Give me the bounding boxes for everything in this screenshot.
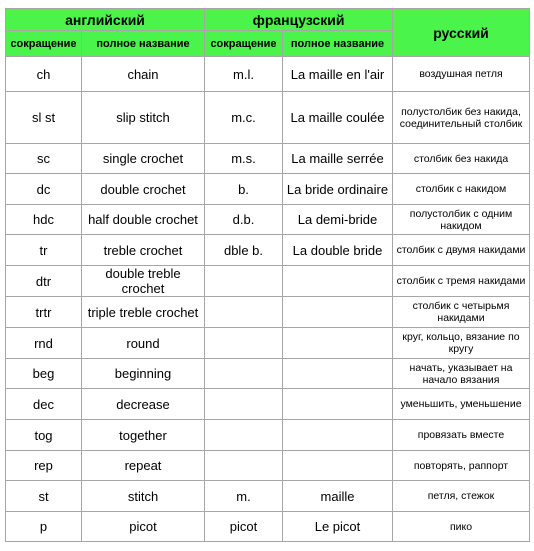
en-full-cell: chain xyxy=(82,57,205,92)
en-abbr-cell: dec xyxy=(6,389,82,420)
fr-full-cell: La demi-bride xyxy=(283,205,393,235)
en-abbr-cell: sl st xyxy=(6,92,82,144)
en-full-cell: together xyxy=(82,420,205,451)
header-french-full: полное название xyxy=(283,31,393,57)
en-abbr-cell: dtr xyxy=(6,266,82,297)
fr-full-cell xyxy=(283,389,393,420)
ru-cell: воздушная петля xyxy=(393,57,530,92)
ru-cell: полустолбик без накида, соединительный столбик xyxy=(393,92,530,144)
header-english-abbr: сокращение xyxy=(6,31,82,57)
fr-full-cell: La double bride xyxy=(283,235,393,266)
fr-abbr-cell: m.l. xyxy=(205,57,283,92)
en-full-cell: decrease xyxy=(82,389,205,420)
fr-full-cell xyxy=(283,297,393,328)
table-row xyxy=(6,481,530,512)
table-row xyxy=(6,389,530,420)
table-row xyxy=(6,512,530,542)
header-english-full: полное название xyxy=(82,31,205,57)
en-abbr-cell: tr xyxy=(6,235,82,266)
fr-abbr-cell: b. xyxy=(205,174,283,205)
table-row xyxy=(6,328,530,359)
en-full-cell: repeat xyxy=(82,451,205,481)
fr-full-cell: Le picot xyxy=(283,512,393,542)
table-row xyxy=(6,57,530,92)
en-abbr-cell: hdc xyxy=(6,205,82,235)
ru-cell: начать, указывает на начало вязания xyxy=(393,359,530,389)
en-abbr-cell: sc xyxy=(6,144,82,174)
fr-abbr-cell xyxy=(205,359,283,389)
fr-full-cell xyxy=(283,328,393,359)
table-row xyxy=(6,92,530,144)
table-row xyxy=(6,266,530,297)
en-abbr-cell: st xyxy=(6,481,82,512)
table-row xyxy=(6,451,530,481)
en-full-cell: single crochet xyxy=(82,144,205,174)
en-full-cell: triple treble crochet xyxy=(82,297,205,328)
fr-full-cell xyxy=(283,359,393,389)
table-row xyxy=(6,205,530,235)
fr-abbr-cell xyxy=(205,451,283,481)
table-row xyxy=(6,297,530,328)
fr-abbr-cell: picot xyxy=(205,512,283,542)
ru-cell: круг, кольцо, вязание по кругу xyxy=(393,328,530,359)
en-full-cell: half double crochet xyxy=(82,205,205,235)
fr-abbr-cell xyxy=(205,420,283,451)
ru-cell: столбик с тремя накидами xyxy=(393,266,530,297)
header-french-abbr: сокращение xyxy=(205,31,283,57)
ru-cell: повторять, раппорт xyxy=(393,451,530,481)
fr-abbr-cell xyxy=(205,389,283,420)
header-french: французский xyxy=(205,9,393,31)
en-full-cell: picot xyxy=(82,512,205,542)
en-abbr-cell: tog xyxy=(6,420,82,451)
fr-full-cell xyxy=(283,266,393,297)
table-row xyxy=(6,359,530,389)
table-row xyxy=(6,174,530,205)
en-abbr-cell: dc xyxy=(6,174,82,205)
en-full-cell: stitch xyxy=(82,481,205,512)
ru-cell: полустолбик с одним накидом xyxy=(393,205,530,235)
fr-full-cell: La maille en l'air xyxy=(283,57,393,92)
en-abbr-cell: ch xyxy=(6,57,82,92)
header-english: английский xyxy=(6,9,205,31)
ru-cell: столбик с двумя накидами xyxy=(393,235,530,266)
en-abbr-cell: p xyxy=(6,512,82,542)
table-row xyxy=(6,235,530,266)
header-row-languages xyxy=(6,9,530,31)
en-full-cell: slip stitch xyxy=(82,92,205,144)
table-row xyxy=(6,144,530,174)
en-full-cell: double crochet xyxy=(82,174,205,205)
fr-abbr-cell: m. xyxy=(205,481,283,512)
en-full-cell: treble crochet xyxy=(82,235,205,266)
fr-full-cell xyxy=(283,420,393,451)
en-full-cell: double treble crochet xyxy=(82,266,205,297)
table-row xyxy=(6,420,530,451)
fr-full-cell: maille xyxy=(283,481,393,512)
en-abbr-cell: rnd xyxy=(6,328,82,359)
ru-cell: пико xyxy=(393,512,530,542)
en-abbr-cell: rep xyxy=(6,451,82,481)
ru-cell: провязать вместе xyxy=(393,420,530,451)
fr-abbr-cell: m.s. xyxy=(205,144,283,174)
ru-cell: столбик с четырьмя накидами xyxy=(393,297,530,328)
fr-abbr-cell: d.b. xyxy=(205,205,283,235)
table-body xyxy=(6,57,530,542)
ru-cell: столбик без накида xyxy=(393,144,530,174)
fr-abbr-cell xyxy=(205,328,283,359)
ru-cell: петля, стежок xyxy=(393,481,530,512)
fr-abbr-cell: dble b. xyxy=(205,235,283,266)
fr-full-cell: La maille coulée xyxy=(283,92,393,144)
fr-abbr-cell: m.c. xyxy=(205,92,283,144)
en-abbr-cell: trtr xyxy=(6,297,82,328)
ru-cell: уменьшить, уменьшение xyxy=(393,389,530,420)
crochet-terms-table xyxy=(5,8,530,542)
fr-full-cell xyxy=(283,451,393,481)
fr-abbr-cell xyxy=(205,297,283,328)
en-full-cell: round xyxy=(82,328,205,359)
fr-full-cell: La bride ordinaire xyxy=(283,174,393,205)
ru-cell: столбик с накидом xyxy=(393,174,530,205)
fr-abbr-cell xyxy=(205,266,283,297)
en-abbr-cell: beg xyxy=(6,359,82,389)
fr-full-cell: La maille serrée xyxy=(283,144,393,174)
header-russian: русский xyxy=(393,9,530,57)
table-header xyxy=(6,9,530,57)
en-full-cell: beginning xyxy=(82,359,205,389)
